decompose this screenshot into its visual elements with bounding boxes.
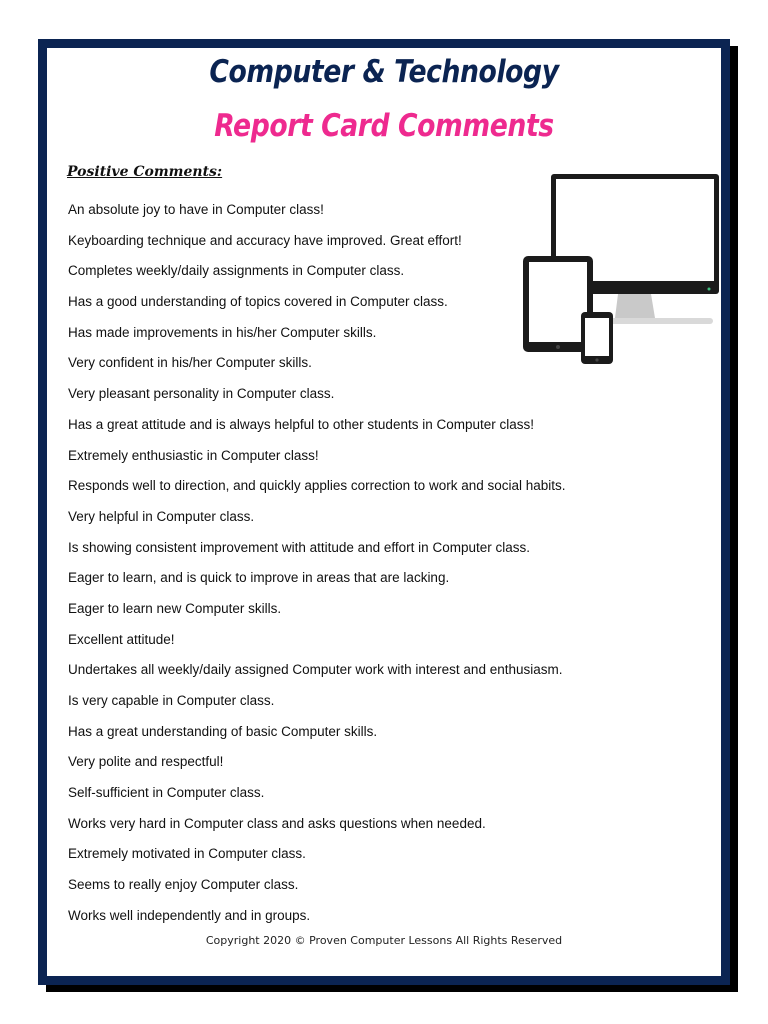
list-item: Is very capable in Computer class. xyxy=(68,693,275,708)
copyright-footer: Copyright 2020 © Proven Computer Lessons All Rights Reserved xyxy=(205,934,563,947)
list-item: Self-sufficient in Computer class. xyxy=(68,785,265,801)
list-item: Has a great attitude and is always helpful to other students in Computer class! xyxy=(68,416,535,432)
list-item: Very helpful in Computer class. xyxy=(68,508,255,524)
list-item: Eager to learn new Computer skills. xyxy=(68,600,282,616)
list-item: Has a great understanding of basic Computer skills. xyxy=(68,723,378,739)
page-border xyxy=(38,39,730,985)
list-item: Responds well to direction, and quickly applies correction to work and social habits. xyxy=(68,478,566,494)
list-item: Extremely enthusiastic in Computer class! xyxy=(68,447,319,463)
list-item: Seems to really enjoy Computer class. xyxy=(68,877,299,893)
list-item: Completes weekly/daily assignments in Computer class. xyxy=(68,263,405,279)
list-item: Excellent attitude! xyxy=(68,631,175,647)
list-item: Eager to learn, and is quick to improve in areas that are lacking. xyxy=(68,570,450,586)
list-item: Very polite and respectful! xyxy=(68,754,224,770)
list-item: Very confident in his/her Computer skills. xyxy=(68,355,312,371)
list-item: Undertakes all weekly/daily assigned Computer work with interest and enthusiasm. xyxy=(68,662,563,678)
list-item: An absolute joy to have in Computer class! xyxy=(68,202,324,217)
list-item: Extremely motivated in Computer class. xyxy=(68,846,306,862)
list-item: Keyboarding technique and accuracy have improved. Great effort! xyxy=(68,232,462,248)
page-title: Computer & Technology xyxy=(209,54,559,90)
list-item: Works very hard in Computer class and asks questions when needed. xyxy=(68,815,486,831)
list-item: Works well independently and in groups. xyxy=(68,907,311,923)
list-item: Has made improvements in his/her Computer skills. xyxy=(68,324,377,340)
document-page xyxy=(47,48,721,976)
list-item: Is showing consistent improvement with attitude and effort in Computer class. xyxy=(68,539,530,555)
section-heading: Positive Comments: xyxy=(67,164,223,180)
comment-list xyxy=(68,201,566,938)
list-item: Has a good understanding of topics covered in Computer class. xyxy=(68,294,448,310)
list-item: Very pleasant personality in Computer class. xyxy=(68,386,335,402)
page-subtitle: Report Card Comments xyxy=(214,108,554,144)
smartphone-icon xyxy=(581,312,613,364)
